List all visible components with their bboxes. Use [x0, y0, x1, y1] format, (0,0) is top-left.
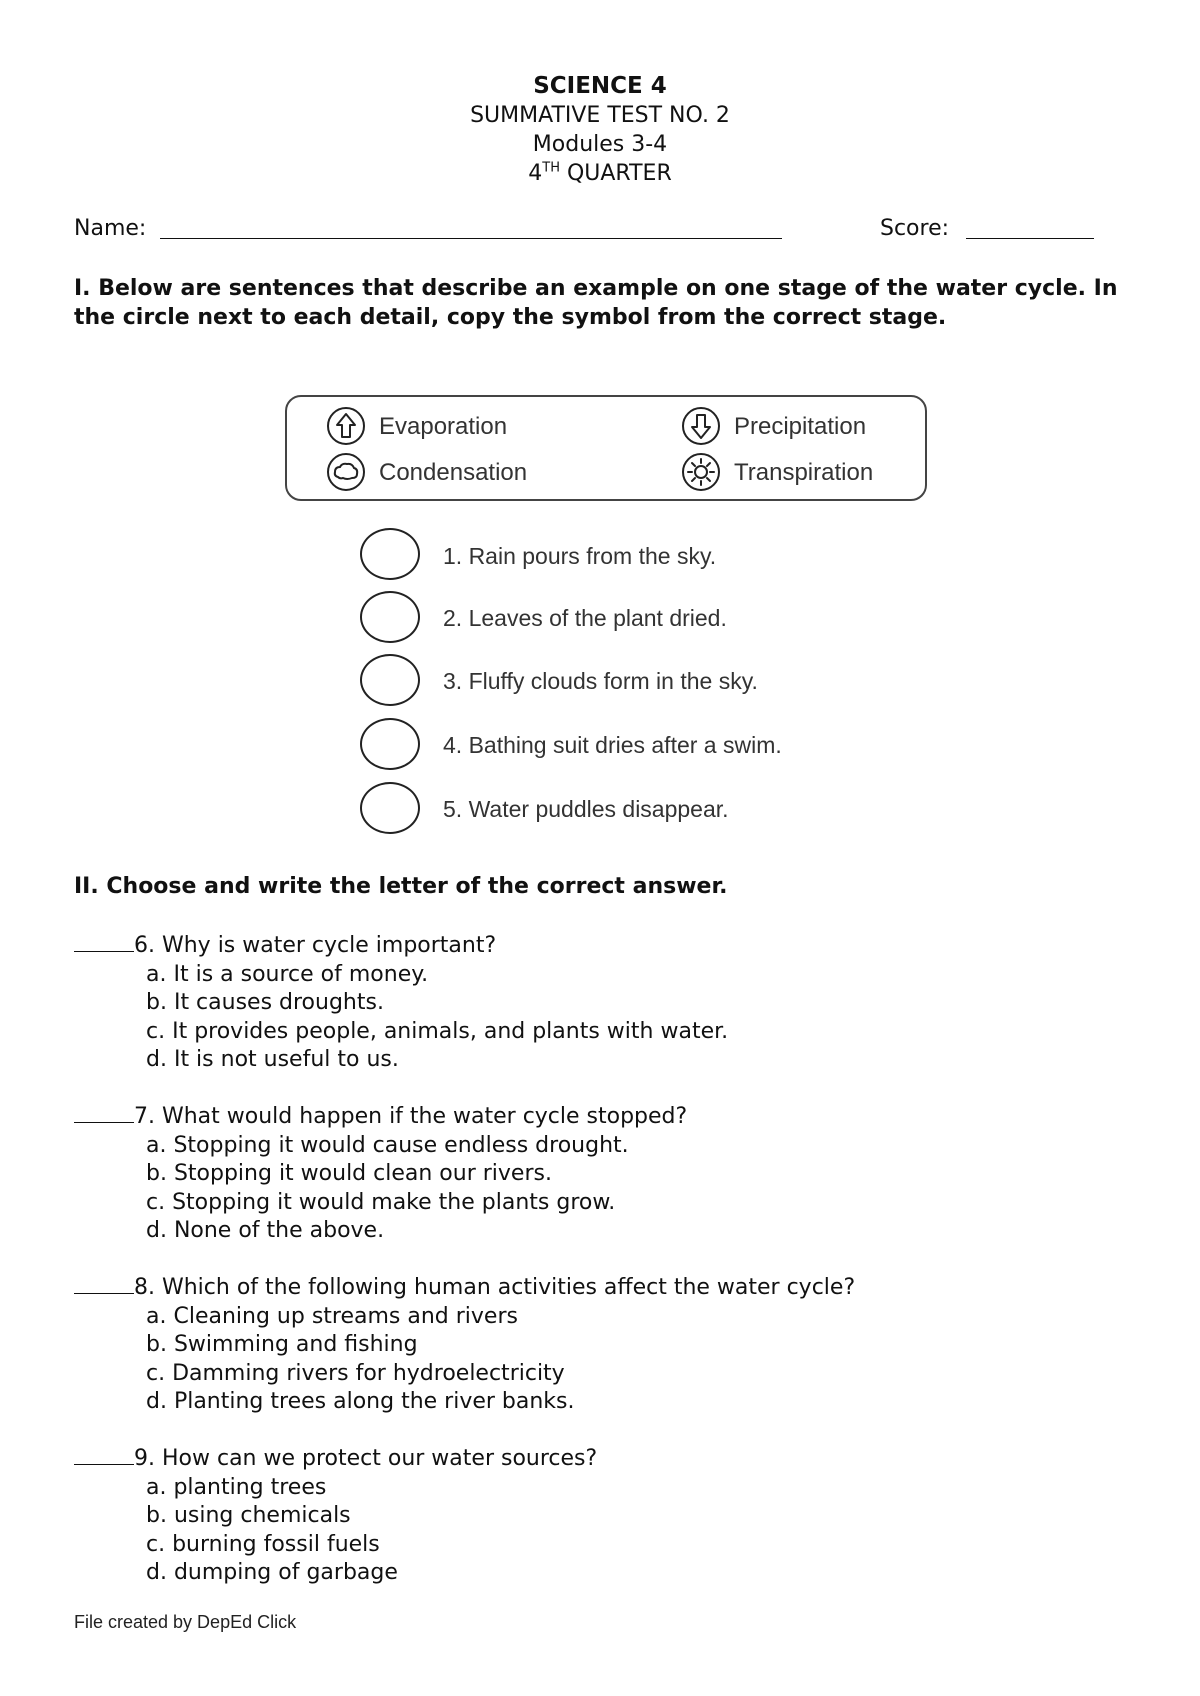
option-c: c. It provides people, animals, and plants with water. [146, 1018, 729, 1044]
question-9 [74, 1445, 597, 1588]
option-a: a. planting trees [146, 1474, 327, 1500]
symbol-legend [285, 395, 927, 501]
option-b: b. Swimming and fishing [146, 1332, 418, 1357]
answer-blank-8[interactable] [74, 1275, 134, 1294]
item-2-text: 2. Leaves of the plant dried. [443, 605, 727, 631]
part1-instruction: I. Below are sentences that describe an example on one stage of the water cycle. In the circle next to each detail, copy the symbol from the correct stage. [74, 276, 1118, 330]
option-c: c. Damming rivers for hydroelectricity [146, 1360, 565, 1386]
answer-blank-7[interactable] [74, 1104, 134, 1123]
question-7 [74, 1103, 687, 1246]
legend-label: Transpiration [734, 459, 874, 486]
item-3-text: 3. Fluffy clouds form in the sky. [443, 668, 758, 694]
option-a: a. Stopping it would cause endless drought. [146, 1132, 629, 1158]
test-title: SUMMATIVE TEST NO. 2 [470, 103, 730, 128]
option-d: d. It is not useful to us. [146, 1047, 399, 1072]
option-d: d. dumping of garbage [146, 1560, 398, 1585]
answer-circle-1[interactable] [360, 528, 420, 580]
option-b: b. Stopping it would clean our rivers. [146, 1161, 552, 1186]
score-label: Score: [880, 216, 950, 241]
item-1-text: 1. Rain pours from the sky. [443, 543, 717, 569]
quarter-superscript: TH [542, 160, 560, 176]
answer-circle-5[interactable] [360, 782, 420, 834]
name-label: Name: [74, 216, 147, 241]
option-a: a. It is a source of money. [146, 961, 429, 987]
question-8 [74, 1274, 855, 1417]
answer-circle-2[interactable] [360, 591, 420, 643]
score-field[interactable] [966, 238, 1094, 239]
sun-icon [682, 453, 720, 491]
arrow-down-icon [682, 407, 720, 445]
item-5-text: 5. Water puddles disappear. [443, 796, 729, 822]
quarter-word: QUARTER [559, 161, 672, 186]
footer-credit: File created by DepEd Click [74, 1612, 297, 1632]
answer-blank-6[interactable] [74, 933, 134, 952]
worksheet-header [0, 72, 1200, 188]
answer-circle-3[interactable] [360, 654, 420, 706]
legend-label: Precipitation [734, 413, 867, 440]
option-a: a. Cleaning up streams and rivers [146, 1303, 518, 1329]
cloud-icon [327, 453, 365, 491]
option-c: c. Stopping it would make the plants grow. [146, 1189, 616, 1215]
quarter-label [0, 159, 1200, 188]
legend-label: Evaporation [379, 413, 508, 440]
item-4-text: 4. Bathing suit dries after a swim. [443, 732, 782, 758]
legend-label: Condensation [379, 459, 528, 486]
option-d: d. Planting trees along the river banks. [146, 1389, 575, 1414]
modules-label: Modules 3-4 [532, 132, 668, 157]
option-c: c. burning fossil fuels [146, 1531, 380, 1557]
question-stem: 8. Which of the following human activities affect the water cycle? [134, 1275, 856, 1300]
question-stem: 9. How can we protect our water sources? [134, 1446, 598, 1471]
option-d: d. None of the above. [146, 1218, 385, 1243]
part2-instruction: II. Choose and write the letter of the correct answer. [74, 874, 728, 899]
quarter-number: 4 [528, 161, 543, 186]
name-score-row [74, 216, 1094, 246]
question-6 [74, 932, 728, 1075]
answer-circle-4[interactable] [360, 718, 420, 770]
answer-blank-9[interactable] [74, 1446, 134, 1465]
question-stem: 7. What would happen if the water cycle stopped? [134, 1104, 688, 1129]
option-b: b. It causes droughts. [146, 990, 384, 1015]
subject-title: SCIENCE 4 [533, 73, 667, 99]
option-b: b. using chemicals [146, 1503, 351, 1528]
arrow-up-icon [327, 407, 365, 445]
question-stem: 6. Why is water cycle important? [134, 933, 497, 958]
name-field[interactable] [160, 238, 782, 239]
